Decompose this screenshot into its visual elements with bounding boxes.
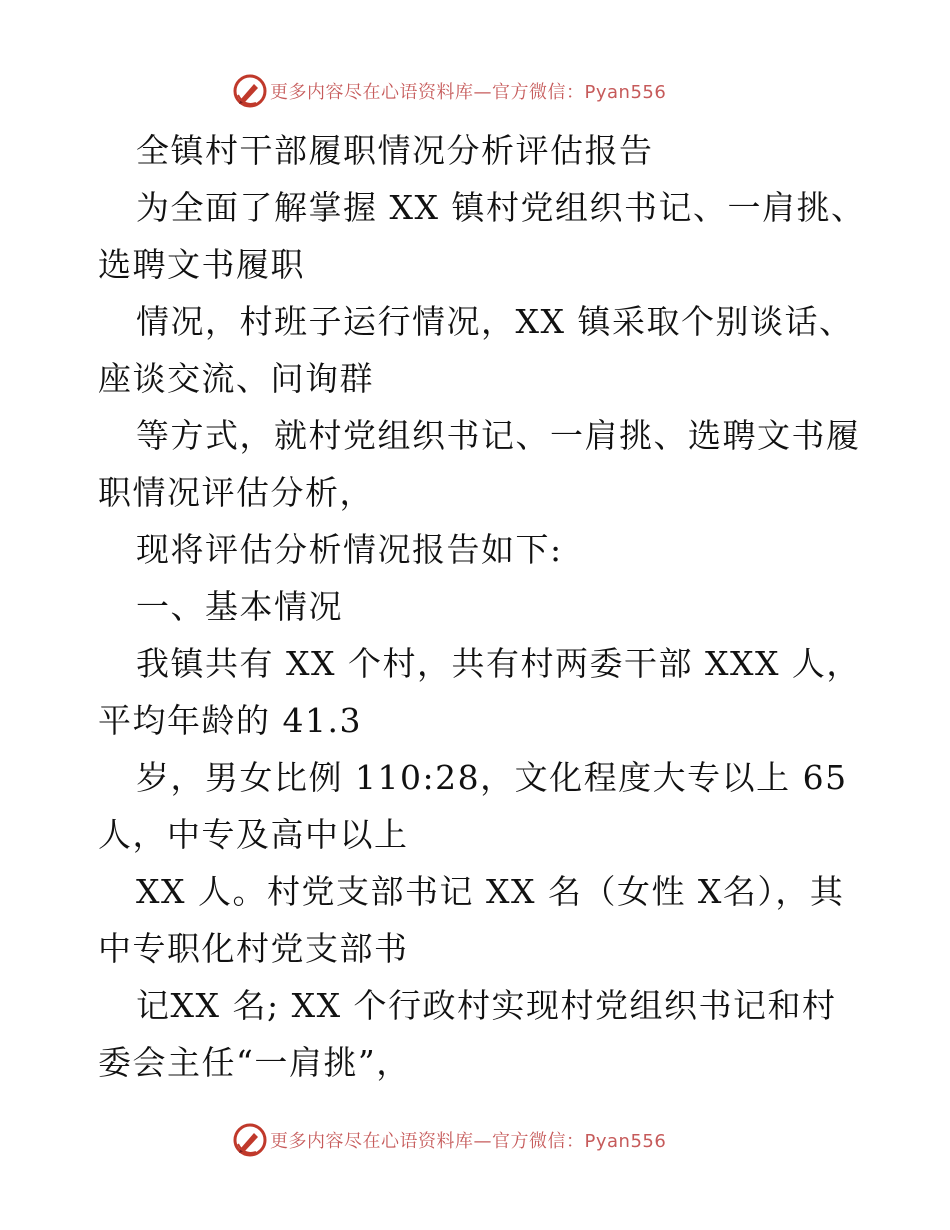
text-line: 人，中专及高中以上 [98,815,409,854]
watermark-text: 更多内容尽在心语资料库—官方微信：Pyan556 [270,1131,667,1152]
text-line: 岁，男女比例 110:28，文化程度大专以上 65 [136,758,848,797]
text-line: 选聘文书履职 [98,245,305,284]
text-line: 为全面了解掌握 XX 镇村党组织书记、一肩挑、 [136,188,866,227]
text-line: XX 人。村党支部书记 XX 名（女性 X名），其 [136,872,845,911]
text-line: 中专职化村党支部书 [98,929,409,968]
text-line: 现将评估分析情况报告如下: [136,530,563,569]
text-line: 一、基本情况 [136,587,343,626]
text-line: 平均年龄的 41.3 [98,701,362,740]
text-line: 全镇村干部履职情况分析评估报告 [136,131,654,170]
text-line: 我镇共有 XX 个村，共有村两委干部 XXX 人， [136,644,861,683]
footer-watermark [232,1120,666,1160]
header-watermark [232,71,666,111]
text-line: 情况，村班子运行情况，XX 镇采取个别谈话、 [136,302,854,341]
watermark-text: 更多内容尽在心语资料库—官方微信：Pyan556 [270,82,667,103]
pen-logo-icon [232,1122,268,1158]
text-line: 记XX 名; XX 个行政村实现村党组织书记和村 [136,986,837,1025]
text-line: 职情况评估分析， [98,473,374,512]
text-line: 等方式，就村党组织书记、一肩挑、选聘文书履 [136,416,861,455]
text-line: 座谈交流、问询群 [98,359,374,398]
document-body [98,122,878,1091]
pen-logo-icon [232,73,268,109]
text-line: 委会主任“一肩挑”， [98,1043,411,1082]
